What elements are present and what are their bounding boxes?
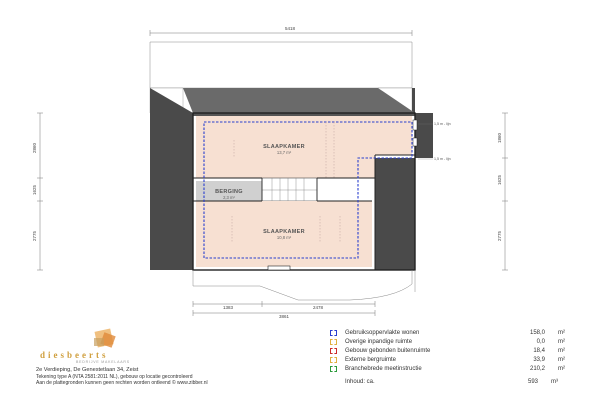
- legend-row: [330, 328, 580, 337]
- window-right-2: [413, 138, 417, 146]
- room-area-slaapkamer-top: 13,7 m²: [276, 150, 292, 155]
- dim-left-2: 1625: [32, 184, 37, 196]
- drawing-info: [36, 366, 208, 386]
- area-legend: [330, 328, 580, 386]
- room-label-berging: BERGING: [215, 189, 243, 195]
- legend-unit: m²: [558, 338, 565, 345]
- legend-row: [330, 337, 580, 346]
- dimension-top: [150, 26, 412, 36]
- room-area-berging: 2,3 m²: [223, 195, 235, 200]
- legend-marker-bergruimte: [330, 357, 337, 363]
- dim-right-1: 1860: [497, 132, 502, 144]
- staircase: [262, 178, 317, 201]
- legend-label: Externe bergruimte: [345, 356, 397, 363]
- legend-inhoud-row: [330, 377, 580, 386]
- upper-roof: [150, 42, 412, 88]
- brand-name: diesbeerts: [40, 350, 109, 360]
- window-bottom: [268, 266, 290, 270]
- legend-value: 210,2: [529, 365, 545, 372]
- info-address: 2e Verdieping, De Genestetlaan 34, Zeist: [36, 367, 139, 373]
- legend-unit: m²: [558, 347, 565, 354]
- legend-marker-meetinstructie: [330, 366, 337, 372]
- dimension-left: [32, 113, 43, 270]
- room-area-slaapkamer-bottom: 10,8 m²: [276, 235, 292, 240]
- legend-label: Gebruiksoppervlakte wonen: [345, 329, 420, 336]
- dim-bottom-left: 1383: [222, 305, 234, 310]
- room-label-slaapkamer-bottom: SLAAPKAMER: [263, 229, 305, 235]
- lower-roof-outline: [193, 270, 412, 300]
- legend-marker-overige: [330, 339, 337, 345]
- info-disclaimer: Aan de plattegronden kunnen geen rechten worden ontleend © www.zibber.nl: [36, 380, 208, 386]
- dimension-bottom: [193, 301, 375, 319]
- dim-top-text: 5418: [284, 26, 296, 31]
- dim-bottom-total: 3861: [278, 314, 290, 319]
- legend-unit: m²: [558, 356, 565, 363]
- roof-right: [375, 158, 415, 270]
- legend-label: Overige inpandige ruimte: [345, 338, 413, 345]
- legend-unit: m²: [558, 329, 565, 336]
- inhoud-value: 593: [527, 378, 538, 385]
- legend-marker-buitenruimte: [330, 348, 337, 354]
- legend-unit: m²: [558, 365, 565, 372]
- legend-label: Gebouw gebonden buitenruimte: [345, 347, 431, 354]
- dim-bottom-right: 2478: [312, 305, 324, 310]
- inhoud-unit: m³: [551, 378, 558, 385]
- legend-label: Branchebrede meetinstructie: [345, 365, 422, 372]
- dim-right-2: 1625: [497, 174, 502, 186]
- brand-tagline: BEDRIJVE MAKELAARS: [76, 360, 130, 364]
- info-drawing-type: Tekening type A (NTA 2581:2011 NL), gebouw op locatie gecontroleerd: [36, 374, 193, 380]
- roof-left: [150, 88, 193, 270]
- dim-left-3: 2775: [32, 230, 37, 242]
- inhoud-label: Inhoud: ca.: [345, 378, 375, 385]
- room-label-slaapkamer-top: SLAAPKAMER: [263, 144, 305, 150]
- window-right-1: [413, 120, 417, 130]
- dimension-right: [497, 113, 508, 270]
- dim-right-3: 2775: [497, 230, 502, 242]
- dim-left-1: 2860: [32, 142, 37, 154]
- legend-value: 33,9: [533, 356, 545, 363]
- legend-value: 0,0: [536, 338, 545, 345]
- legend-row: [330, 355, 580, 364]
- legend-row: [330, 346, 580, 355]
- legend-value: 18,4: [533, 347, 545, 354]
- legend-row: [330, 364, 580, 373]
- roof-right-upper: [412, 88, 415, 113]
- legend-value: 158,0: [529, 329, 545, 336]
- roofline-label-2: 1,5 m - lijn: [434, 157, 451, 161]
- legend-marker-gebruiksoppervlakte: [330, 330, 337, 336]
- roofline-label-1: 1,5 m - lijn: [434, 122, 451, 126]
